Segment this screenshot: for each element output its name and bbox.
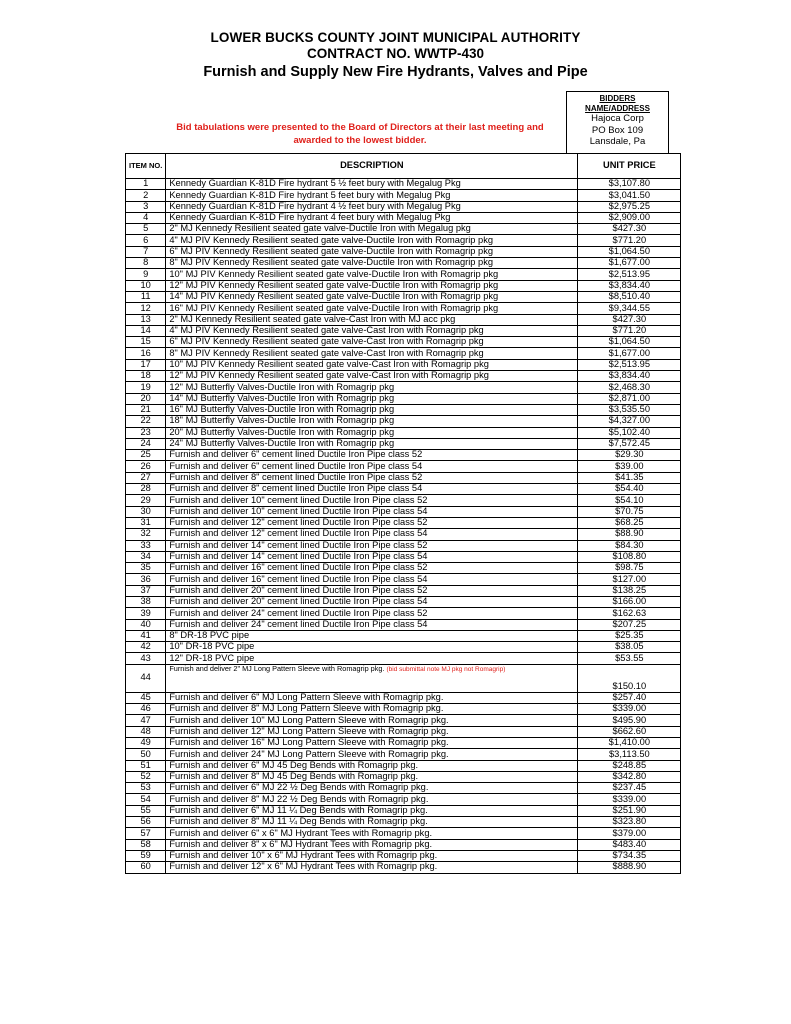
- table-row: [126, 862, 681, 873]
- table-row: [126, 224, 681, 235]
- item-number: 49: [126, 737, 166, 748]
- item-number: 34: [126, 551, 166, 562]
- item-number: 32: [126, 529, 166, 540]
- item-unit-price: $84.30: [578, 540, 681, 551]
- item-description: Furnish and deliver 16" cement lined Ductile Iron Pipe class 54: [166, 574, 578, 585]
- item-description: 16" MJ Butterfly Valves-Ductile Iron with Romagrip pkg: [166, 404, 578, 415]
- item-description: 18" MJ Butterfly Valves-Ductile Iron with Romagrip pkg: [166, 416, 578, 427]
- item-description: 14" MJ Butterfly Valves-Ductile Iron with Romagrip pkg: [166, 393, 578, 404]
- item-description: 12" DR-18 PVC pipe: [166, 653, 578, 664]
- item-description: 6" MJ PIV Kennedy Resilient seated gate valve-Cast Iron with Romagrip pkg: [166, 337, 578, 348]
- table-row: [126, 817, 681, 828]
- item-description: Furnish and deliver 12" x 6" MJ Hydrant Tees with Romagrip pkg.: [166, 862, 578, 873]
- item-description: Furnish and deliver 24" cement lined Ductile Iron Pipe class 52: [166, 608, 578, 619]
- item-number: 3: [126, 201, 166, 212]
- item-unit-price: $237.45: [578, 783, 681, 794]
- item-unit-price: $2,871.00: [578, 393, 681, 404]
- item-number: 31: [126, 517, 166, 528]
- table-body: [126, 179, 681, 874]
- table-row: [126, 664, 681, 692]
- item-unit-price: $70.75: [578, 506, 681, 517]
- table-row: [126, 269, 681, 280]
- table-row: [126, 805, 681, 816]
- item-unit-price: $68.25: [578, 517, 681, 528]
- col-price-header: UNIT PRICE: [578, 154, 681, 179]
- item-unit-price: $88.90: [578, 529, 681, 540]
- item-number: 5: [126, 224, 166, 235]
- item-unit-price: $25.35: [578, 630, 681, 641]
- item-unit-price: $888.90: [578, 862, 681, 873]
- table-row: [126, 303, 681, 314]
- item-description: 8" MJ PIV Kennedy Resilient seated gate valve-Cast Iron with Romagrip pkg: [166, 348, 578, 359]
- item-unit-price: $427.30: [578, 314, 681, 325]
- item-number: 51: [126, 760, 166, 771]
- item-number: 42: [126, 642, 166, 653]
- bidder-name: Hajoca Corp: [591, 113, 644, 124]
- item-submittal-note: (bid submittal note MJ pkg not Romagrip): [386, 665, 506, 673]
- item-number: 44: [126, 664, 166, 692]
- item-unit-price: $2,909.00: [578, 212, 681, 223]
- item-description: Furnish and deliver 8" MJ 11 ¼ Deg Bends with Romagrip pkg.: [166, 817, 578, 828]
- table-row: [126, 529, 681, 540]
- item-unit-price: $771.20: [578, 325, 681, 336]
- item-unit-price: $3,041.50: [578, 190, 681, 201]
- item-description: 12" MJ PIV Kennedy Resilient seated gate valve-Cast Iron with Romagrip pkg: [166, 371, 578, 382]
- item-description: 20" MJ Butterfly Valves-Ductile Iron with Romagrip pkg: [166, 427, 578, 438]
- item-unit-price: $54.40: [578, 484, 681, 495]
- item-unit-price: $207.25: [578, 619, 681, 630]
- item-unit-price: $1,064.50: [578, 337, 681, 348]
- item-number: 60: [126, 862, 166, 873]
- item-unit-price: $41.35: [578, 472, 681, 483]
- table-row: [126, 495, 681, 506]
- item-number: 14: [126, 325, 166, 336]
- item-description: 16" MJ PIV Kennedy Resilient seated gate valve-Ductile Iron with Romagrip pkg: [166, 303, 578, 314]
- item-number: 25: [126, 450, 166, 461]
- item-unit-price: $3,834.40: [578, 371, 681, 382]
- item-description-text: Furnish and deliver 2" MJ Long Pattern Sleeve with Romagrip pkg.: [169, 664, 385, 673]
- item-number: 30: [126, 506, 166, 517]
- item-number: 1: [126, 179, 166, 190]
- item-description: Furnish and deliver 14" cement lined Ductile Iron Pipe class 52: [166, 540, 578, 551]
- item-description: Kennedy Guardian K-81D Fire hydrant 4 ½ feet bury with Megalug Pkg: [166, 201, 578, 212]
- table-row: [126, 179, 681, 190]
- item-description: Furnish and deliver 6" MJ 11 ¼ Deg Bends with Romagrip pkg.: [166, 805, 578, 816]
- item-number: 59: [126, 850, 166, 861]
- table-row: [126, 551, 681, 562]
- table-row: [126, 438, 681, 449]
- item-unit-price: $662.60: [578, 726, 681, 737]
- item-number: 33: [126, 540, 166, 551]
- item-unit-price: $3,107.80: [578, 179, 681, 190]
- item-description: Furnish and deliver 6" MJ 45 Deg Bends with Romagrip pkg.: [166, 760, 578, 771]
- item-description: 4" MJ PIV Kennedy Resilient seated gate valve-Cast Iron with Romagrip pkg: [166, 325, 578, 336]
- item-description: Kennedy Guardian K-81D Fire hydrant 4 feet bury with Megalug Pkg: [166, 212, 578, 223]
- table-row: [126, 325, 681, 336]
- item-number: 21: [126, 404, 166, 415]
- table-row: [126, 416, 681, 427]
- item-number: 12: [126, 303, 166, 314]
- item-number: 46: [126, 704, 166, 715]
- item-description: 10" MJ PIV Kennedy Resilient seated gate valve-Cast Iron with Romagrip pkg: [166, 359, 578, 370]
- table-row: [126, 737, 681, 748]
- item-description: 24" MJ Butterfly Valves-Ductile Iron with Romagrip pkg: [166, 438, 578, 449]
- table-row: [126, 506, 681, 517]
- item-description: Furnish and deliver 12" cement lined Ductile Iron Pipe class 52: [166, 517, 578, 528]
- item-number: 23: [126, 427, 166, 438]
- table-row: [126, 235, 681, 246]
- item-description: Furnish and deliver 8" cement lined Ductile Iron Pipe class 52: [166, 472, 578, 483]
- item-description: Furnish and deliver 24" MJ Long Pattern Sleeve with Romagrip pkg.: [166, 749, 578, 760]
- item-description: Furnish and deliver 16" MJ Long Pattern Sleeve with Romagrip pkg.: [166, 737, 578, 748]
- item-unit-price: $483.40: [578, 839, 681, 850]
- item-number: 20: [126, 393, 166, 404]
- table-row: [126, 540, 681, 551]
- table-row: [126, 246, 681, 257]
- item-number: 50: [126, 749, 166, 760]
- item-description: [166, 664, 578, 692]
- item-number: 29: [126, 495, 166, 506]
- title-subject: Furnish and Supply New Fire Hydrants, Valves and Pipe: [203, 64, 588, 80]
- table-row: [126, 608, 681, 619]
- item-number: 38: [126, 596, 166, 607]
- table-row: [126, 393, 681, 404]
- item-number: 13: [126, 314, 166, 325]
- item-unit-price: $339.00: [578, 794, 681, 805]
- item-description: Furnish and deliver 8" x 6" MJ Hydrant Tees with Romagrip pkg.: [166, 839, 578, 850]
- item-number: 19: [126, 382, 166, 393]
- item-number: 56: [126, 817, 166, 828]
- item-number: 7: [126, 246, 166, 257]
- table-row: [126, 201, 681, 212]
- item-description: Furnish and deliver 12" MJ Long Pattern Sleeve with Romagrip pkg.: [166, 726, 578, 737]
- table-row: [126, 314, 681, 325]
- item-number: 17: [126, 359, 166, 370]
- table-row: [126, 404, 681, 415]
- item-description: Furnish and deliver 14" cement lined Ductile Iron Pipe class 54: [166, 551, 578, 562]
- table-row: [126, 371, 681, 382]
- item-unit-price: $4,327.00: [578, 416, 681, 427]
- item-description: Furnish and deliver 6" x 6" MJ Hydrant Tees with Romagrip pkg.: [166, 828, 578, 839]
- item-number: 22: [126, 416, 166, 427]
- item-description: Furnish and deliver 16" cement lined Ductile Iron Pipe class 52: [166, 563, 578, 574]
- item-description: 12" MJ Butterfly Valves-Ductile Iron with Romagrip pkg: [166, 382, 578, 393]
- item-number: 18: [126, 371, 166, 382]
- item-number: 11: [126, 291, 166, 302]
- item-description: 14" MJ PIV Kennedy Resilient seated gate valve-Ductile Iron with Romagrip pkg: [166, 291, 578, 302]
- item-description: Furnish and deliver 8" cement lined Ductile Iron Pipe class 54: [166, 484, 578, 495]
- item-description: Furnish and deliver 6" cement lined Ductile Iron Pipe class 52: [166, 450, 578, 461]
- item-number: 9: [126, 269, 166, 280]
- item-number: 36: [126, 574, 166, 585]
- item-number: 57: [126, 828, 166, 839]
- item-description: Furnish and deliver 6" MJ Long Pattern Sleeve with Romagrip pkg.: [166, 692, 578, 703]
- table-row: [126, 704, 681, 715]
- table-row: [126, 653, 681, 664]
- table-row: [126, 850, 681, 861]
- item-number: 37: [126, 585, 166, 596]
- item-unit-price: $2,513.95: [578, 359, 681, 370]
- bidder-address: PO Box 109: [591, 124, 644, 136]
- item-unit-price: $166.00: [578, 596, 681, 607]
- item-description: 4" MJ PIV Kennedy Resilient seated gate valve-Ductile Iron with Romagrip pkg: [166, 235, 578, 246]
- item-description: 6" MJ PIV Kennedy Resilient seated gate valve-Ductile Iron with Romagrip pkg: [166, 246, 578, 257]
- table-row: [126, 291, 681, 302]
- item-description: Kennedy Guardian K-81D Fire hydrant 5 feet bury with Megalug Pkg: [166, 190, 578, 201]
- item-unit-price: $323.80: [578, 817, 681, 828]
- item-number: 8: [126, 258, 166, 269]
- item-unit-price: $248.85: [578, 760, 681, 771]
- table-row: [126, 461, 681, 472]
- item-unit-price: $127.00: [578, 574, 681, 585]
- item-unit-price: $29.30: [578, 450, 681, 461]
- table-row: [126, 642, 681, 653]
- item-unit-price: $8,510.40: [578, 291, 681, 302]
- item-description: Furnish and deliver 6" MJ 22 ½ Deg Bends with Romagrip pkg.: [166, 783, 578, 794]
- table-row: [126, 692, 681, 703]
- item-number: 39: [126, 608, 166, 619]
- item-unit-price: $1,677.00: [578, 258, 681, 269]
- item-unit-price: $2,975.25: [578, 201, 681, 212]
- table-row: [126, 585, 681, 596]
- item-number: 24: [126, 438, 166, 449]
- col-item-header: ITEM NO.: [126, 154, 166, 179]
- item-unit-price: $1,064.50: [578, 246, 681, 257]
- item-number: 16: [126, 348, 166, 359]
- table-row: [126, 563, 681, 574]
- bidders-label: BIDDERS NAME/ADDRESS: [585, 94, 650, 113]
- item-unit-price: $1,677.00: [578, 348, 681, 359]
- item-description: 2" MJ Kennedy Resilient seated gate valve-Ductile Iron with Megalug pkg: [166, 224, 578, 235]
- table-row: [126, 472, 681, 483]
- item-unit-price: $427.30: [578, 224, 681, 235]
- item-number: 6: [126, 235, 166, 246]
- item-number: 4: [126, 212, 166, 223]
- table-row: [126, 630, 681, 641]
- table-row: [126, 348, 681, 359]
- item-number: 54: [126, 794, 166, 805]
- table-row: [126, 212, 681, 223]
- item-number: 26: [126, 461, 166, 472]
- item-unit-price: $138.25: [578, 585, 681, 596]
- item-unit-price: $342.80: [578, 771, 681, 782]
- table-row: [126, 794, 681, 805]
- item-unit-price: $379.00: [578, 828, 681, 839]
- table-row: [126, 382, 681, 393]
- table-header-row: [126, 154, 681, 179]
- table-row: [126, 450, 681, 461]
- table-row: [126, 596, 681, 607]
- item-number: 43: [126, 653, 166, 664]
- item-unit-price: $2,468.30: [578, 382, 681, 393]
- item-unit-price: $9,344.55: [578, 303, 681, 314]
- item-description: Furnish and deliver 20" cement lined Ductile Iron Pipe class 52: [166, 585, 578, 596]
- item-description: Furnish and deliver 6" cement lined Ductile Iron Pipe class 54: [166, 461, 578, 472]
- item-unit-price: $5,102.40: [578, 427, 681, 438]
- col-description-header: DESCRIPTION: [166, 154, 578, 179]
- item-number: 2: [126, 190, 166, 201]
- item-unit-price: $3,535.50: [578, 404, 681, 415]
- item-number: 41: [126, 630, 166, 641]
- item-description: Furnish and deliver 12" cement lined Ductile Iron Pipe class 54: [166, 529, 578, 540]
- item-number: 40: [126, 619, 166, 630]
- table-row: [126, 760, 681, 771]
- item-number: 48: [126, 726, 166, 737]
- table-row: [126, 517, 681, 528]
- bid-tabulation-note: Bid tabulations were presented to the Board of Directors at their last meeting and awarded to the lowest bidder.: [176, 122, 544, 146]
- item-description: Furnish and deliver 10" MJ Long Pattern Sleeve with Romagrip pkg.: [166, 715, 578, 726]
- item-unit-price: $7,572.45: [578, 438, 681, 449]
- table-row: [126, 726, 681, 737]
- item-unit-price: $39.00: [578, 461, 681, 472]
- item-unit-price: $339.00: [578, 704, 681, 715]
- table-row: [126, 337, 681, 348]
- bidder-city: Lansdale, Pa: [589, 136, 646, 147]
- item-number: 58: [126, 839, 166, 850]
- item-unit-price: $2,513.95: [578, 269, 681, 280]
- item-description: 8" DR-18 PVC pipe: [166, 630, 578, 641]
- table-row: [126, 359, 681, 370]
- item-number: 15: [126, 337, 166, 348]
- item-number: 10: [126, 280, 166, 291]
- item-number: 28: [126, 484, 166, 495]
- item-unit-price: $53.55: [578, 653, 681, 664]
- item-number: 35: [126, 563, 166, 574]
- item-unit-price: $162.63: [578, 608, 681, 619]
- table-row: [126, 484, 681, 495]
- item-unit-price: $1,410.00: [578, 737, 681, 748]
- table-row: [126, 190, 681, 201]
- item-number: 27: [126, 472, 166, 483]
- item-unit-price: $257.40: [578, 692, 681, 703]
- item-description: Furnish and deliver 8" MJ 22 ½ Deg Bends with Romagrip pkg.: [166, 794, 578, 805]
- item-unit-price: $3,834.40: [578, 280, 681, 291]
- item-number: 47: [126, 715, 166, 726]
- item-unit-price: $734.35: [578, 850, 681, 861]
- table-row: [126, 280, 681, 291]
- item-description: 8" MJ PIV Kennedy Resilient seated gate valve-Ductile Iron with Romagrip pkg: [166, 258, 578, 269]
- title-contract: CONTRACT NO. WWTP-430: [307, 46, 484, 61]
- item-number: 52: [126, 771, 166, 782]
- item-number: 45: [126, 692, 166, 703]
- item-unit-price: $495.90: [578, 715, 681, 726]
- table-row: [126, 749, 681, 760]
- item-unit-price: $98.75: [578, 563, 681, 574]
- item-description: Furnish and deliver 10" cement lined Ductile Iron Pipe class 52: [166, 495, 578, 506]
- item-description: Furnish and deliver 20" cement lined Ductile Iron Pipe class 54: [166, 596, 578, 607]
- table-row: [126, 619, 681, 630]
- item-unit-price: $251.90: [578, 805, 681, 816]
- item-unit-price: $3,113.50: [578, 749, 681, 760]
- item-unit-price: $150.10: [578, 664, 681, 692]
- item-description: Furnish and deliver 24" cement lined Ductile Iron Pipe class 54: [166, 619, 578, 630]
- item-description: Furnish and deliver 10" cement lined Ductile Iron Pipe class 54: [166, 506, 578, 517]
- item-description: 10" MJ PIV Kennedy Resilient seated gate valve-Ductile Iron with Romagrip pkg: [166, 269, 578, 280]
- item-description: Furnish and deliver 8" MJ Long Pattern Sleeve with Romagrip pkg.: [166, 704, 578, 715]
- item-unit-price: $54.10: [578, 495, 681, 506]
- title-authority: LOWER BUCKS COUNTY JOINT MUNICIPAL AUTHORITY: [210, 30, 581, 45]
- item-number: 55: [126, 805, 166, 816]
- table-row: [126, 771, 681, 782]
- item-unit-price: $38.05: [578, 642, 681, 653]
- item-description: 12" MJ PIV Kennedy Resilient seated gate valve-Ductile Iron with Romagrip pkg: [166, 280, 578, 291]
- item-description: Furnish and deliver 8" MJ 45 Deg Bends with Romagrip pkg.: [166, 771, 578, 782]
- item-description: 10" DR-18 PVC pipe: [166, 642, 578, 653]
- bidder-box: [566, 91, 669, 153]
- item-unit-price: $771.20: [578, 235, 681, 246]
- bid-table: [125, 153, 681, 874]
- table-row: [126, 828, 681, 839]
- item-description: Furnish and deliver 10" x 6" MJ Hydrant Tees with Romagrip pkg.: [166, 850, 578, 861]
- item-unit-price: $108.80: [578, 551, 681, 562]
- item-description: 2" MJ Kennedy Resilient seated gate valve-Cast Iron with MJ acc pkg: [166, 314, 578, 325]
- item-description: Kennedy Guardian K-81D Fire hydrant 5 ½ feet bury with Megalug Pkg: [166, 179, 578, 190]
- table-row: [126, 839, 681, 850]
- table-row: [126, 258, 681, 269]
- table-row: [126, 427, 681, 438]
- item-number: 53: [126, 783, 166, 794]
- table-row: [126, 574, 681, 585]
- table-row: [126, 783, 681, 794]
- table-row: [126, 715, 681, 726]
